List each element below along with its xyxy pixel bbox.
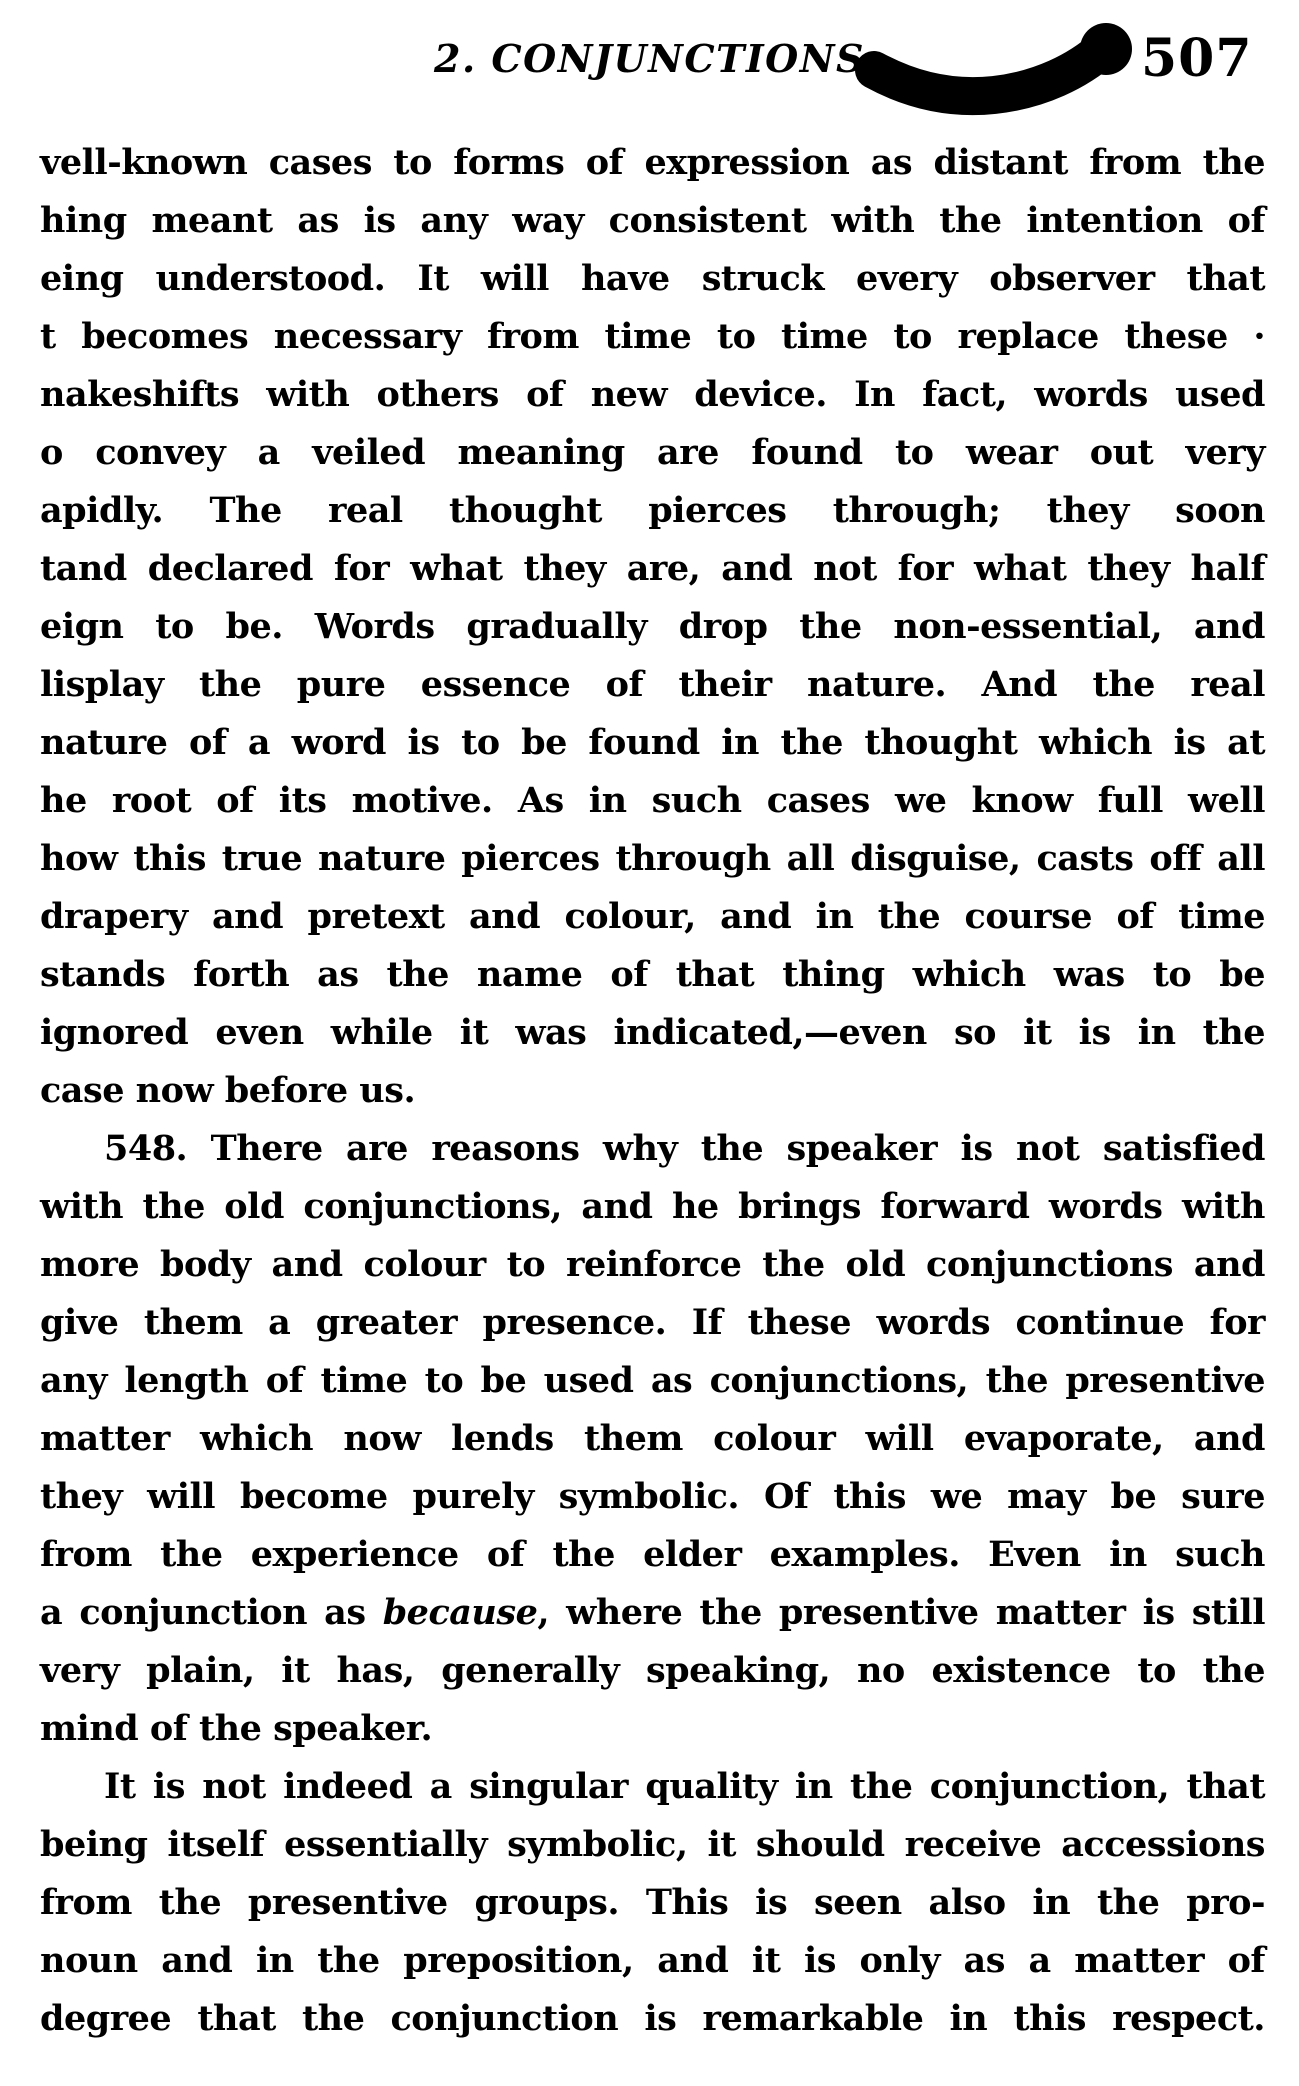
- text-line: [40, 1642, 1265, 1700]
- text-line: [40, 598, 1265, 656]
- text-segment: , where the presentive matter is still: [537, 1592, 1265, 1633]
- text-line: [40, 1410, 1265, 1468]
- text-line: [40, 1236, 1265, 1294]
- text-line: [40, 888, 1265, 946]
- text-segment: eing understood. It will have struck every observer that: [40, 258, 1265, 299]
- text-line: [40, 1120, 1265, 1178]
- page-body: [40, 134, 1265, 2048]
- text-segment: from the experience of the elder examples. Even in such: [40, 1534, 1265, 1575]
- text-line: [40, 1004, 1265, 1062]
- text-line: [40, 1062, 1265, 1120]
- text-segment: hing meant as is any way consistent with the intention of: [40, 200, 1265, 241]
- text-line: [40, 424, 1265, 482]
- text-line: [40, 946, 1265, 1004]
- text-segment: a conjunction as: [40, 1592, 383, 1633]
- text-segment: nature of a word is to be found in the thought which is at: [40, 722, 1265, 763]
- text-segment: degree that the conjunction is remarkable in this respect.: [40, 1998, 1265, 2039]
- text-segment: tand declared for what they are, and not for what they half: [40, 548, 1265, 589]
- text-segment: give them a greater presence. If these words continue for: [40, 1302, 1265, 1343]
- text-segment: noun and in the preposition, and it is only as a matter of: [40, 1940, 1265, 1981]
- italic-text: because: [382, 1592, 538, 1633]
- text-segment: he root of its motive. As in such cases we know full well: [40, 780, 1265, 821]
- text-line: [40, 192, 1265, 250]
- text-segment: eign to be. Words gradually drop the non-essential, and: [40, 606, 1265, 647]
- page-header: [0, 0, 1299, 132]
- text-segment: nakeshifts with others of new device. In fact, words used: [40, 374, 1265, 415]
- text-segment: ignored even while it was indicated,—even so it is in the: [40, 1012, 1265, 1053]
- text-line: [40, 1700, 1265, 1758]
- text-segment: how this true nature pierces through all disguise, casts off all: [40, 838, 1265, 879]
- text-segment: apidly. The real thought pierces through; they soon: [40, 490, 1265, 531]
- text-segment: It is not indeed a singular quality in the conjunction, that: [104, 1766, 1265, 1807]
- text-segment: vell-known cases to forms of expression as distant from the: [40, 142, 1265, 183]
- text-segment: with the old conjunctions, and he brings forward words with: [40, 1186, 1265, 1227]
- ink-blot-icon: [852, 22, 1142, 130]
- text-line: [40, 1526, 1265, 1584]
- text-line: [40, 1990, 1265, 2048]
- text-line: [40, 250, 1265, 308]
- text-line: [40, 482, 1265, 540]
- text-segment: from the presentive groups. This is seen also in the pro-: [40, 1882, 1265, 1923]
- text-segment: more body and colour to reinforce the old conjunctions and: [40, 1244, 1265, 1285]
- text-line: [40, 540, 1265, 598]
- text-line: [40, 1584, 1265, 1642]
- text-line: [40, 366, 1265, 424]
- text-segment: case now before us.: [40, 1070, 416, 1111]
- text-line: [40, 714, 1265, 772]
- text-segment: very plain, it has, generally speaking, no existence to the: [40, 1650, 1265, 1691]
- text-segment: 548. There are reasons why the speaker is not satisfied: [104, 1128, 1265, 1169]
- text-line: [40, 308, 1265, 366]
- text-line: [40, 1816, 1265, 1874]
- text-line: [40, 1468, 1265, 1526]
- text-segment: t becomes necessary from time to time to replace these ·: [40, 316, 1265, 357]
- text-line: [40, 830, 1265, 888]
- text-segment: being itself essentially symbolic, it should receive accessions: [40, 1824, 1265, 1865]
- text-segment: drapery and pretext and colour, and in the course of time: [40, 896, 1265, 937]
- page-number: 507: [1141, 28, 1253, 89]
- text-line: [40, 1874, 1265, 1932]
- text-line: [40, 772, 1265, 830]
- text-segment: any length of time to be used as conjunctions, the presentive: [40, 1360, 1265, 1401]
- text-segment: matter which now lends them colour will evaporate, and: [40, 1418, 1265, 1459]
- text-segment: mind of the speaker.: [40, 1708, 433, 1749]
- text-segment: lisplay the pure essence of their nature. And the real: [40, 664, 1265, 705]
- text-line: [40, 1758, 1265, 1816]
- text-segment: they will become purely symbolic. Of this we may be sure: [40, 1476, 1265, 1517]
- text-line: [40, 1294, 1265, 1352]
- text-line: [40, 1352, 1265, 1410]
- text-segment: o convey a veiled meaning are found to wear out very: [40, 432, 1265, 473]
- text-line: [40, 1178, 1265, 1236]
- text-segment: stands forth as the name of that thing which was to be: [40, 954, 1265, 995]
- text-line: [40, 1932, 1265, 1990]
- running-title: 2. CONJUNCTIONS.: [434, 36, 879, 81]
- text-line: [40, 656, 1265, 714]
- text-line: [40, 134, 1265, 192]
